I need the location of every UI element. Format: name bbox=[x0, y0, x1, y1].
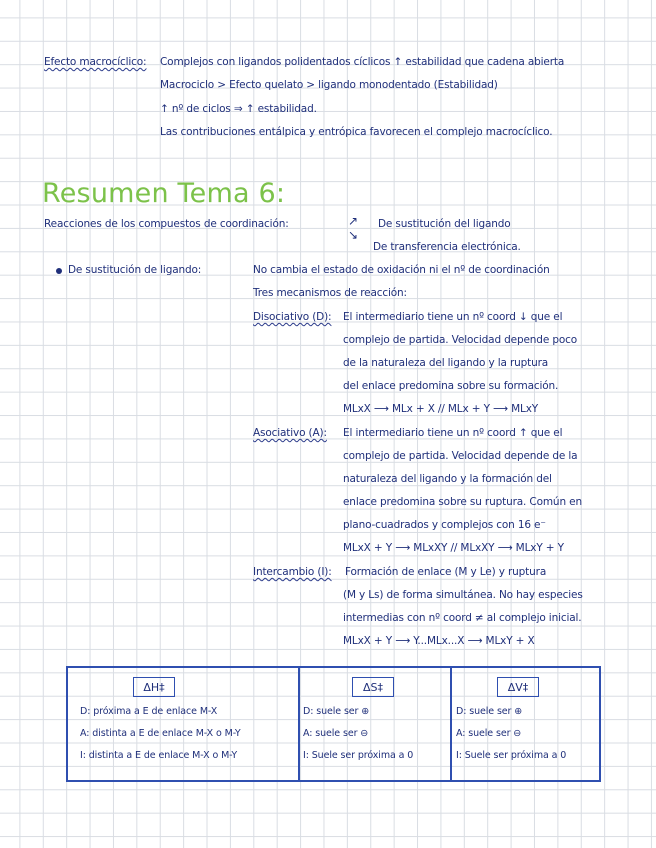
table-cell: D: suele ser ⊕ bbox=[456, 706, 523, 717]
associative-line: naturaleza del ligando y la formación del bbox=[343, 473, 552, 485]
table-cell: D: próxima a E de enlace M-X bbox=[80, 706, 218, 717]
table-cell: D: suele ser ⊕ bbox=[303, 706, 370, 717]
interchange-label: Intercambio (I): bbox=[253, 566, 332, 578]
table-header-entropy: ΔS‡ bbox=[352, 677, 394, 697]
interchange-line: (M y Ls) de forma simultánea. No hay especies bbox=[343, 589, 583, 601]
substitution-line-2: Tres mecanismos de reacción: bbox=[253, 287, 407, 299]
dissociative-line: del enlace predomina sobre su formación. bbox=[343, 380, 559, 392]
dissociative-line: complejo de partida. Velocidad depende poco bbox=[343, 334, 577, 346]
associative-label: Asociativo (A): bbox=[253, 427, 327, 439]
dissociative-equation: MLxX ⟶ MLx + X // MLx + Y ⟶ MLxY bbox=[343, 403, 539, 415]
table-cell: A: suele ser ⊖ bbox=[456, 728, 522, 739]
interchange-line: Formación de enlace (M y Le) y ruptura bbox=[345, 566, 547, 578]
branch-arrow-icon: ↗ bbox=[348, 214, 359, 228]
table-header-volume: ΔV‡ bbox=[497, 677, 539, 697]
substitution-line-1: No cambia el estado de oxidación ni el nº de coordinación bbox=[253, 264, 550, 276]
macrocyclic-line-3: ↑ nº de ciclos ⇒ ↑ estabilidad. bbox=[160, 103, 317, 115]
branch-arrow-down-icon: ↘ bbox=[348, 228, 359, 242]
table-cell: A: distinta a E de enlace M-X o M-Y bbox=[80, 728, 241, 739]
interchange-line: intermedias con nº coord ≠ al complejo inicial. bbox=[343, 612, 582, 624]
dissociative-label: Disociativo (D): bbox=[253, 311, 332, 323]
associative-line: El intermediario tiene un nº coord ↑ que el bbox=[343, 427, 563, 439]
bullet-dot bbox=[56, 268, 62, 274]
table-cell: I: Suele ser próxima a 0 bbox=[303, 750, 414, 761]
section-title: Resumen Tema 6: bbox=[42, 178, 286, 209]
reaction-type-substitution: De sustitución del ligando bbox=[378, 218, 511, 230]
table-cell: I: Suele ser próxima a 0 bbox=[456, 750, 567, 761]
macrocyclic-line-2: Macrociclo > Efecto quelato > ligando monodentado (Estabilidad) bbox=[160, 79, 498, 91]
dissociative-line: El intermediario tiene un nº coord ↓ que el bbox=[343, 311, 563, 323]
table-cell: I: distinta a E de enlace M-X o M-Y bbox=[80, 750, 238, 761]
substitution-label: De sustitución de ligando: bbox=[68, 264, 202, 276]
dissociative-line: de la naturaleza del ligando y la ruptura bbox=[343, 357, 549, 369]
interchange-equation: MLxX + Y ⟶ Y...MLx...X ⟶ MLxY + X bbox=[343, 635, 535, 647]
reaction-type-electron-transfer: De transferencia electrónica. bbox=[373, 241, 521, 253]
table-divider bbox=[450, 666, 452, 782]
macrocyclic-line-1: Complejos con ligandos polidentados cíclicos ↑ estabilidad que cadena abierta bbox=[160, 56, 565, 68]
macrocyclic-effect-label: Efecto macrocíclico: bbox=[44, 56, 147, 68]
table-divider bbox=[298, 666, 300, 782]
macrocyclic-line-4: Las contribuciones entálpica y entrópica favorecen el complejo macrocíclico. bbox=[160, 126, 553, 138]
reactions-label: Reacciones de los compuestos de coordinación: bbox=[44, 218, 289, 230]
table-header-enthalpy: ΔH‡ bbox=[133, 677, 175, 697]
associative-line: enlace predomina sobre su ruptura. Común en bbox=[343, 496, 582, 508]
table-cell: A: suele ser ⊖ bbox=[303, 728, 369, 739]
associative-line: plano-cuadrados y complejos con 16 e⁻ bbox=[343, 519, 546, 531]
associative-equation: MLxX + Y ⟶ MLxXY // MLxXY ⟶ MLxY + Y bbox=[343, 542, 564, 554]
associative-line: complejo de partida. Velocidad depende de la bbox=[343, 450, 578, 462]
